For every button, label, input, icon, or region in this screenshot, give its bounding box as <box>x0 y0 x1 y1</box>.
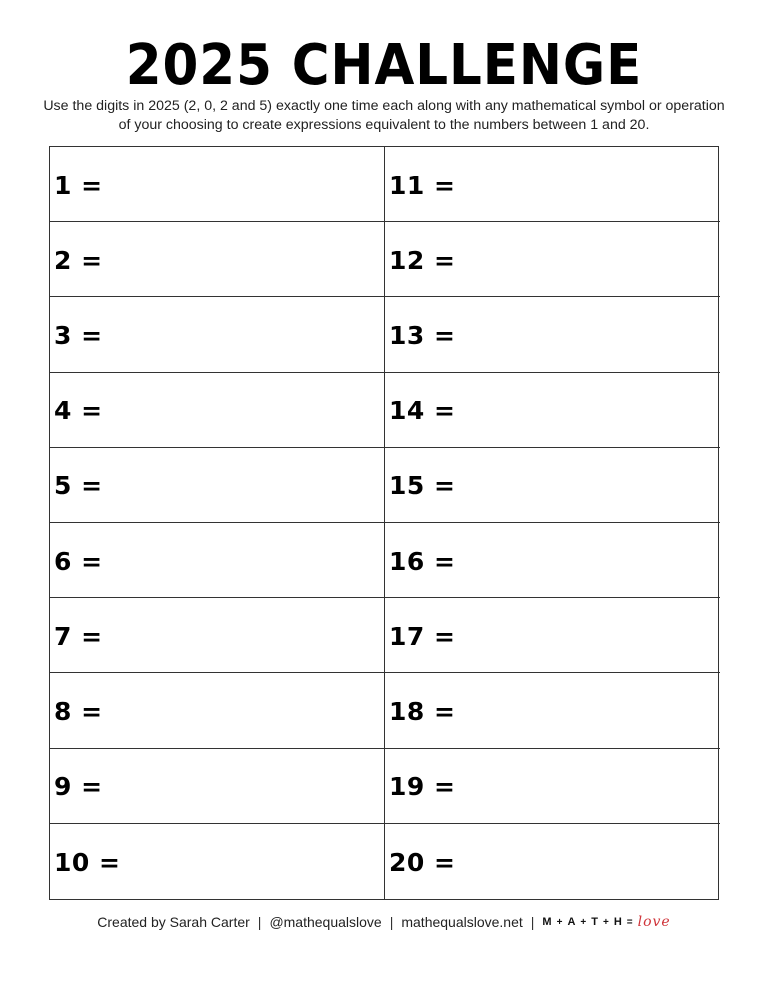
cell-label: 14 = <box>389 396 456 426</box>
footer-separator: | <box>389 914 394 930</box>
answer-cell-14[interactable] <box>385 373 720 448</box>
logo-letter: M <box>542 916 553 928</box>
footer-handle: @mathequalslove <box>269 914 382 930</box>
cell-label: 20 = <box>389 847 456 877</box>
answer-cell-4[interactable] <box>50 373 385 448</box>
cell-label: 9 = <box>54 772 103 802</box>
equals-icon: = <box>626 916 634 928</box>
cell-label: 6 = <box>54 546 103 576</box>
cell-label: 13 = <box>389 320 456 350</box>
answer-cell-3[interactable] <box>50 297 385 372</box>
cell-label: 11 = <box>389 170 456 200</box>
plus-icon: + <box>556 916 564 928</box>
cell-label: 2 = <box>54 245 103 275</box>
cell-label: 3 = <box>54 320 103 350</box>
plus-icon: + <box>602 916 610 928</box>
cell-label: 8 = <box>54 696 103 726</box>
cell-label: 12 = <box>389 245 456 275</box>
logo-love-script: love <box>637 914 671 930</box>
logo-letter: H <box>613 916 623 928</box>
answer-cell-17[interactable] <box>385 598 720 673</box>
answer-cell-19[interactable] <box>385 749 720 824</box>
math-equals-love-logo <box>542 914 670 930</box>
worksheet-title: 2025 CHALLENGE <box>125 33 643 98</box>
footer <box>0 914 768 930</box>
cell-label: 5 = <box>54 471 103 501</box>
cell-label: 4 = <box>54 396 103 426</box>
answer-cell-11[interactable] <box>385 147 720 222</box>
answer-cell-18[interactable] <box>385 673 720 748</box>
cell-label: 16 = <box>389 546 456 576</box>
answer-grid <box>49 146 719 900</box>
answer-cell-9[interactable] <box>50 749 385 824</box>
plus-icon: + <box>580 916 588 928</box>
answer-cell-15[interactable] <box>385 448 720 523</box>
answer-cell-6[interactable] <box>50 523 385 598</box>
answer-cell-8[interactable] <box>50 673 385 748</box>
footer-website: mathequalslove.net <box>401 914 523 930</box>
cell-label: 10 = <box>54 847 121 877</box>
answer-cell-2[interactable] <box>50 222 385 297</box>
answer-cell-10[interactable] <box>50 824 385 899</box>
answer-cell-13[interactable] <box>385 297 720 372</box>
cell-label: 15 = <box>389 471 456 501</box>
footer-separator: | <box>530 914 535 930</box>
footer-credit: Created by Sarah Carter <box>97 914 250 930</box>
logo-letter: A <box>567 916 577 928</box>
answer-cell-12[interactable] <box>385 222 720 297</box>
answer-cell-20[interactable] <box>385 824 720 899</box>
instructions-text: Use the digits in 2025 (2, 0, 2 and 5) exactly one time each along with any mathematical symbol or operation of your choosing to create expressions equivalent to the numbers between 1 and 20. <box>43 98 725 133</box>
cell-label: 7 = <box>54 621 103 651</box>
answer-cell-16[interactable] <box>385 523 720 598</box>
cell-label: 19 = <box>389 772 456 802</box>
answer-cell-7[interactable] <box>50 598 385 673</box>
cell-label: 17 = <box>389 621 456 651</box>
cell-label: 1 = <box>54 170 103 200</box>
answer-cell-5[interactable] <box>50 448 385 523</box>
footer-separator: | <box>257 914 262 930</box>
answer-cell-1[interactable] <box>50 147 385 222</box>
cell-label: 18 = <box>389 696 456 726</box>
logo-letter: T <box>591 916 599 928</box>
